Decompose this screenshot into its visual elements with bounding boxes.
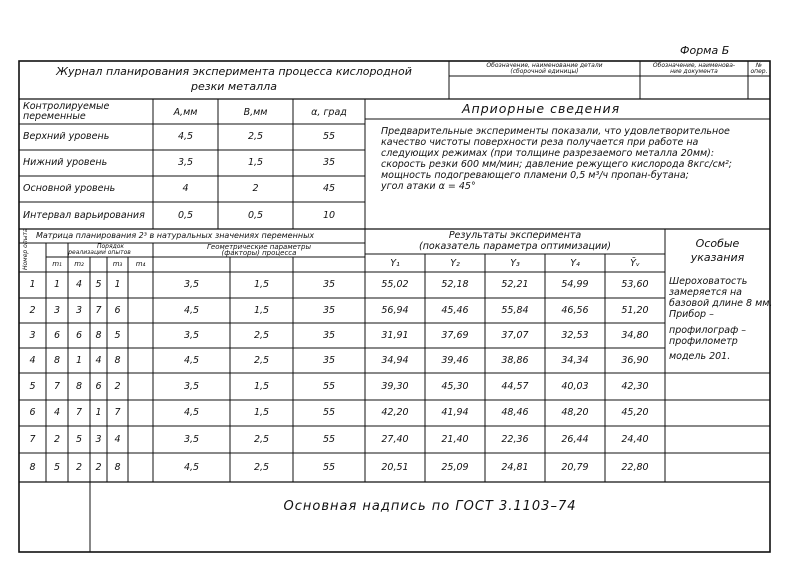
order-m3: 2 [95, 462, 102, 473]
order-m1: 4 [53, 407, 61, 418]
m1-header: m₁ [52, 260, 62, 268]
experiment-number: 5 [29, 381, 36, 392]
variable-row-b: 2,5 [247, 131, 264, 142]
y1-header: Y₁ [390, 258, 400, 269]
a-priori-line: качество чистоты поверхности реза получается при работе на [381, 137, 699, 148]
factor-b: 1,5 [253, 279, 270, 290]
factor-alpha: 55 [322, 462, 336, 473]
result-y4: 34,34 [561, 355, 589, 366]
result-y3: 44,57 [501, 381, 529, 392]
order-m4: 8 [114, 462, 121, 473]
result-y2: 52,18 [441, 279, 469, 290]
factor-b: 1,5 [253, 381, 270, 392]
result-y1: 27,40 [381, 434, 409, 445]
journal-title-line2: резки металла [191, 80, 277, 93]
result-y4: 20,79 [561, 462, 589, 473]
result-y2: 25,09 [441, 462, 469, 473]
result-y1: 39,30 [381, 381, 409, 392]
order-m3: 4 [95, 355, 102, 366]
variable-row-b: 2 [252, 183, 259, 194]
order-m1: 8 [53, 355, 61, 366]
order-m4: 2 [114, 381, 121, 392]
factor-b: 1,5 [253, 407, 270, 418]
realization-order-line1: Порядок [96, 243, 125, 250]
order-m2: 1 [75, 355, 83, 366]
result-yv-mean: 53,60 [621, 279, 649, 290]
order-m4: 4 [114, 434, 121, 445]
order-m1: 1 [53, 279, 61, 290]
journal-title-line1: Журнал планирования эксперимента процесса кислородной [56, 65, 412, 78]
order-m4: 7 [114, 407, 121, 418]
order-m1: 7 [53, 381, 61, 392]
factor-alpha: 55 [322, 434, 336, 445]
variable-row-label: Верхний уровень [23, 131, 110, 142]
note-line: Прибор – [669, 309, 714, 320]
variable-row-alpha: 45 [322, 183, 336, 194]
a-priori-line: угол атаки α = 45° [381, 181, 476, 192]
result-y1: 34,94 [381, 355, 409, 366]
order-m4: 8 [114, 355, 121, 366]
result-y2: 45,46 [441, 305, 469, 316]
order-m2: 5 [75, 434, 83, 445]
controlled-variables-line1: Контролируемые [23, 101, 110, 112]
order-m2: 7 [75, 407, 83, 418]
order-m3: 7 [95, 305, 102, 316]
order-m4: 5 [114, 330, 121, 341]
factor-a: 4,5 [183, 407, 200, 418]
experiment-number: 8 [29, 462, 36, 473]
note-line: профилометр [669, 336, 738, 347]
y2-header: Y₂ [450, 258, 460, 269]
results-header-line2: (показатель параметра оптимизации) [419, 241, 611, 252]
note-line: профилограф – [669, 325, 746, 336]
y3-header: Y₃ [510, 258, 520, 269]
result-y3: 52,21 [501, 279, 529, 290]
variable-row-a: 4 [182, 183, 189, 194]
factor-b: 2,5 [253, 462, 270, 473]
result-yv-mean: 22,80 [621, 462, 649, 473]
op-number-line2: опер. [750, 68, 768, 75]
result-y2: 41,94 [441, 407, 469, 418]
note-line: модель 201. [669, 351, 731, 362]
column-b-header: В,мм [243, 107, 268, 118]
variable-row-alpha: 35 [322, 157, 336, 168]
y4-header: Y₄ [570, 258, 580, 269]
result-yv-mean: 36,90 [621, 355, 649, 366]
order-m3: 5 [95, 279, 102, 290]
factor-alpha: 35 [322, 305, 336, 316]
variable-row-label: Нижний уровень [23, 157, 108, 168]
geometry-header-line2: (факторы) процесса [221, 249, 297, 257]
a-priori-line: скорость резки 600 мм/мин; давление режущего кислорода 8кгс/см²; [381, 159, 733, 170]
result-y3: 48,46 [501, 407, 529, 418]
order-m3: 3 [95, 434, 102, 445]
form-label: Форма Б [680, 44, 730, 57]
result-y1: 31,91 [381, 330, 409, 341]
result-y1: 56,94 [381, 305, 409, 316]
note-line: замеряется на [669, 287, 742, 298]
result-y3: 55,84 [501, 305, 529, 316]
order-m3: 8 [95, 330, 102, 341]
result-y4: 46,56 [561, 305, 589, 316]
result-y2: 21,40 [441, 434, 469, 445]
order-m2: 2 [75, 462, 83, 473]
result-y2: 45,30 [441, 381, 469, 392]
factor-a: 3,5 [183, 330, 200, 341]
experiment-number: 7 [29, 434, 36, 445]
result-y3: 37,07 [501, 330, 529, 341]
result-y4: 54,99 [561, 279, 589, 290]
variable-row-label: Интервал варьирования [23, 210, 145, 221]
order-m4: 6 [114, 305, 121, 316]
controlled-variables-line2: переменные [23, 111, 86, 122]
result-y1: 55,02 [381, 279, 409, 290]
experiment-number: 1 [29, 279, 36, 290]
yv-mean-header: Ȳᵥ [630, 258, 640, 269]
factor-a: 4,5 [183, 305, 200, 316]
factor-alpha: 55 [322, 407, 336, 418]
m2-header: m₂ [74, 260, 84, 268]
result-y4: 40,03 [561, 381, 589, 392]
result-y4: 48,20 [561, 407, 589, 418]
result-y2: 39,46 [441, 355, 469, 366]
experiment-number: 6 [29, 407, 36, 418]
result-y3: 22,36 [501, 434, 529, 445]
order-m1: 3 [53, 305, 61, 316]
order-m2: 6 [75, 330, 83, 341]
order-m3: 1 [95, 407, 102, 418]
order-m2: 4 [75, 279, 83, 290]
order-m1: 5 [53, 462, 61, 473]
order-m2: 8 [75, 381, 83, 392]
factor-alpha: 55 [322, 381, 336, 392]
variable-row-a: 4,5 [177, 131, 194, 142]
m4-header: m₄ [135, 260, 146, 268]
variable-row-a: 3,5 [177, 157, 194, 168]
result-yv-mean: 51,20 [621, 305, 649, 316]
document-designation-line2: ние документа [670, 68, 718, 75]
factor-b: 2,5 [253, 355, 270, 366]
factor-alpha: 35 [322, 330, 336, 341]
experiment-number-label: Номер опыта [22, 228, 29, 270]
variable-row-label: Основной уровень [23, 183, 116, 194]
main-inscription: Основная надпись по ГОСТ 3.1103–74 [283, 499, 577, 514]
factor-a: 3,5 [183, 381, 200, 392]
variable-row-b: 0,5 [247, 210, 264, 221]
factor-a: 4,5 [183, 355, 200, 366]
order-m2: 3 [75, 305, 83, 316]
m3-header: m₃ [112, 260, 123, 268]
results-header-line1: Результаты эксперимента [448, 230, 582, 241]
variable-row-alpha: 10 [322, 210, 336, 221]
experiment-number: 4 [29, 355, 36, 366]
geometry-header-line1: Геометрические параметры [207, 243, 311, 251]
note-line: Шероховатость [669, 276, 748, 287]
a-priori-title: Априорные сведения [462, 101, 621, 116]
factor-a: 3,5 [183, 279, 200, 290]
factor-b: 2,5 [253, 330, 270, 341]
result-y1: 20,51 [381, 462, 409, 473]
result-y2: 37,69 [441, 330, 469, 341]
result-y3: 38,86 [501, 355, 529, 366]
factor-alpha: 35 [322, 279, 336, 290]
result-yv-mean: 42,30 [621, 381, 649, 392]
op-number-line1: № [755, 62, 763, 69]
variable-row-a: 0,5 [177, 210, 194, 221]
order-m1: 6 [53, 330, 61, 341]
order-m1: 2 [53, 434, 61, 445]
result-y3: 24,81 [501, 462, 529, 473]
note-line: базовой длине 8 мм. [669, 298, 773, 309]
part-designation-line1: Обозначение, наименование детали [486, 62, 603, 69]
notes-header-line2: указания [690, 251, 745, 264]
result-yv-mean: 34,80 [621, 330, 649, 341]
experiment-number: 2 [29, 305, 36, 316]
factor-a: 3,5 [183, 434, 200, 445]
column-a-header: А,мм [173, 107, 198, 118]
result-y4: 32,53 [561, 330, 589, 341]
factor-a: 4,5 [183, 462, 200, 473]
variable-row-b: 1,5 [247, 157, 264, 168]
factor-b: 1,5 [253, 305, 270, 316]
order-m3: 6 [95, 381, 102, 392]
order-m4: 1 [114, 279, 121, 290]
result-yv-mean: 24,40 [621, 434, 649, 445]
notes-header-line1: Особые [695, 237, 740, 250]
document-designation-line1: Обозначение, наименова- [652, 62, 736, 69]
a-priori-line: следующих режимах (при толщине разрезаемого металла 20мм): [381, 148, 715, 159]
realization-order-line2: реализации опытов [68, 249, 131, 256]
experiment-number: 3 [29, 330, 36, 341]
column-alpha-header: α, град [311, 107, 347, 118]
factor-b: 2,5 [253, 434, 270, 445]
matrix-title: Матрица планирования 2³ в натуральных значениях переменных [36, 231, 315, 240]
variable-row-alpha: 55 [322, 131, 336, 142]
factor-alpha: 35 [322, 355, 336, 366]
part-designation-line2: (сборочной единицы) [510, 68, 579, 75]
result-y4: 26,44 [561, 434, 589, 445]
result-y1: 42,20 [381, 407, 409, 418]
a-priori-line: Предварительные эксперименты показали, что удовлетворительное [381, 126, 730, 137]
a-priori-line: мощность подогревающего пламени 0,5 м³/ч пропан-бутана; [381, 170, 689, 181]
result-yv-mean: 45,20 [621, 407, 649, 418]
